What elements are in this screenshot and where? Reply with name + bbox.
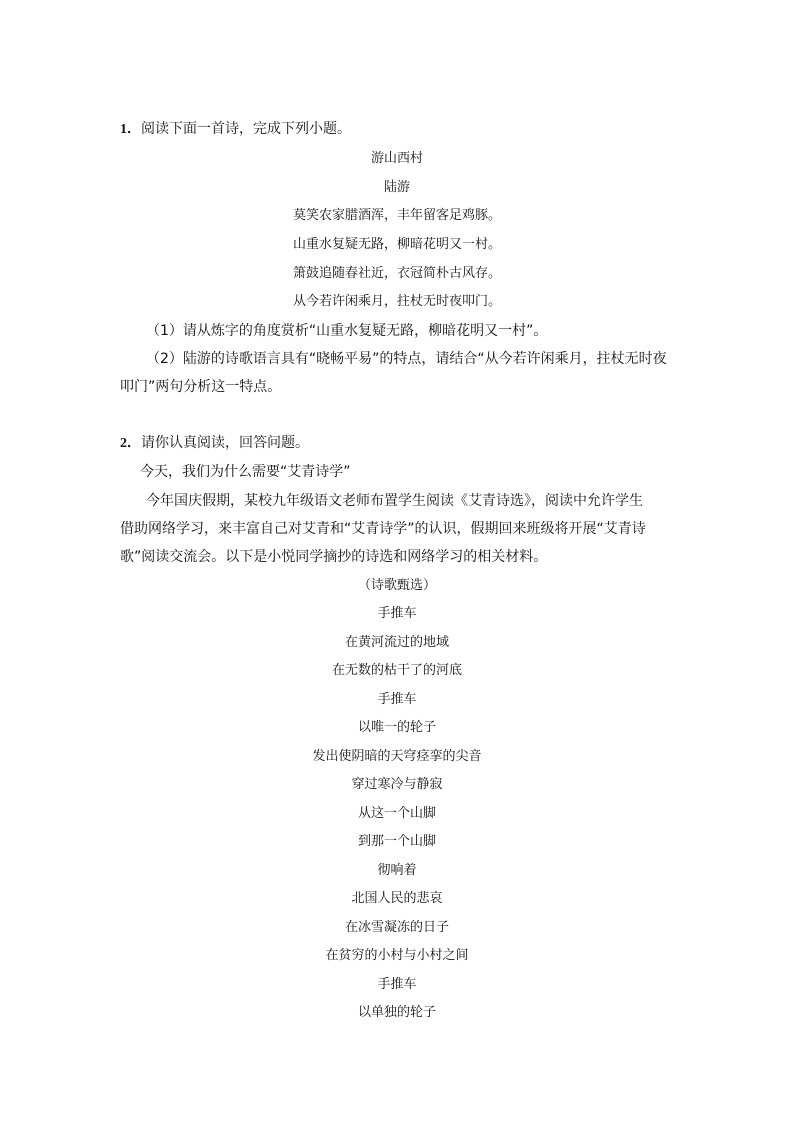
- poem-line: 从今若许闲乘月，拄杖无时夜叩门。: [292, 294, 501, 309]
- question-2-stem-line: [120, 433, 309, 454]
- question-1-stem-line: [120, 119, 351, 140]
- poem-line: 在黄河流过的地域: [344, 635, 449, 650]
- poem-line: 手推车: [377, 692, 417, 707]
- poem-line: 箫鼓追随春社近，衣冠简朴古风存。: [292, 266, 501, 281]
- article-heading: 今天，我们为什么需要“艾青诗学”: [140, 464, 351, 480]
- poem-line: 穿过寒冷与静寂: [351, 777, 443, 792]
- poem-line: 到那一个山脚: [357, 834, 436, 849]
- article-paragraph-line-2: 借助网络学习，来丰富自己对艾青和“艾青诗学”的认识，假期回来班级将开展“艾青诗: [120, 521, 646, 537]
- poem-line: 手推车: [377, 977, 417, 992]
- question-2-stem: 请你认真阅读，回答问题。: [141, 435, 309, 451]
- poem-line: 以单独的轮子: [357, 1005, 436, 1020]
- poem-line: 在无数的枯干了的河底: [331, 663, 462, 678]
- section-label: （诗歌甄选）: [357, 578, 436, 593]
- poem-line: 手推车: [377, 606, 417, 621]
- poem-line: 从这一个山脚: [357, 806, 436, 821]
- article-paragraph-line-1: 今年国庆假期，某校九年级语文老师布置学生阅读《艾青诗选》，阅读中允许学生: [146, 493, 643, 509]
- article-paragraph-line-3: 歌”阅读交流会。以下是小悦同学摘抄的诗选和网络学习的相关材料。: [120, 549, 548, 565]
- poem-author: 陆游: [383, 180, 410, 195]
- question-1-sub-2-line-1: （2）陆游的诗歌语言具有“晓畅平易”的特点，请结合“从今若许闲乘月，拄杖无时夜: [146, 351, 667, 367]
- poem-line: 以唯一的轮子: [357, 720, 436, 735]
- poem-line: 莫笑农家腊酒浑，丰年留客足鸡豚。: [292, 208, 501, 223]
- question-1-sub-1: （1）请从炼字的角度赏析“山重水复疑无路，柳暗花明又一村”。: [146, 323, 548, 339]
- question-1-stem: 阅读下面一首诗，完成下列小题。: [141, 121, 351, 137]
- question-1-sub-2-line-2: 叩门”两句分析这一特点。: [120, 379, 282, 395]
- poem-line: 在贫穷的小村与小村之间: [325, 948, 469, 963]
- poem-line: 发出使阴暗的天穹痉挛的尖音: [312, 749, 482, 764]
- poem-line: 在冰雪凝冻的日子: [344, 920, 449, 935]
- question-1-number: 1．: [120, 122, 141, 137]
- poem-line: 山重水复疑无路，柳暗花明又一村。: [292, 237, 501, 252]
- poem-line: 彻响着: [377, 863, 417, 878]
- poem-line: 北国人民的悲哀: [351, 891, 443, 906]
- poem-title: 游山西村: [370, 151, 423, 166]
- question-2-number: 2．: [120, 436, 141, 451]
